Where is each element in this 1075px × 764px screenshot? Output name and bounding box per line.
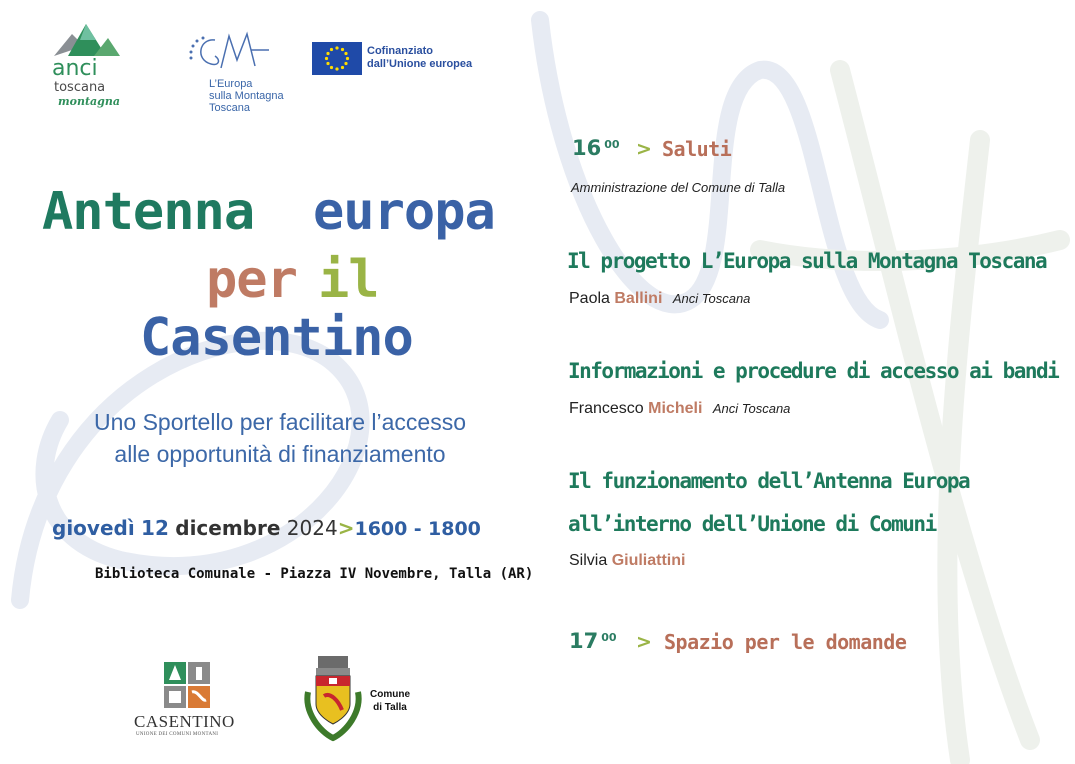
title-europa: europa bbox=[313, 182, 495, 242]
speaker-first: Francesco bbox=[569, 400, 644, 417]
date-weekday: giovedì bbox=[52, 516, 135, 540]
agenda-time-1-min: 00 bbox=[604, 138, 620, 151]
agenda-item3-speaker bbox=[569, 400, 790, 418]
agenda-item2-speaker bbox=[569, 290, 750, 308]
agenda-item4-speaker bbox=[569, 552, 685, 570]
eu-flag-icon bbox=[312, 42, 362, 75]
casentino-name: CASENTINO bbox=[134, 712, 235, 731]
speaker-first: Silvia bbox=[569, 552, 608, 569]
talla-line1: Comune bbox=[370, 689, 410, 700]
eu-line1: Cofinanziato bbox=[367, 45, 433, 57]
start-min: 00 bbox=[380, 518, 408, 540]
europa-line1: L’Europa bbox=[209, 78, 253, 90]
event-date: giovedì 12 dicembre $2024>16^{00} - 18^{00}$ bbox=[52, 516, 481, 540]
end-hour: 18 bbox=[427, 518, 455, 540]
agenda-item3-title: Informazioni e procedure di accesso ai bandi bbox=[568, 359, 1059, 383]
subtitle bbox=[20, 406, 540, 470]
anci-toscana-logo bbox=[50, 22, 122, 114]
start-hour: 16 bbox=[354, 518, 381, 540]
agenda-item1-title: Saluti bbox=[662, 137, 732, 161]
eu-cofinanced-logo bbox=[312, 42, 482, 76]
title-casentino: Casentino bbox=[140, 308, 413, 368]
casentino-logo bbox=[132, 660, 240, 742]
agenda-item4-title-line1: Il funzionamento dell’Antenna Europa bbox=[568, 469, 970, 493]
agenda-item2-title: Il progetto L’Europa sulla Montagna Toscana bbox=[567, 249, 1047, 273]
europa-montagna-logo bbox=[185, 30, 305, 120]
agenda-item5-title: Spazio per le domande bbox=[664, 630, 907, 654]
casentino-sub: UNIONE DEI COMUNI MONTANI bbox=[136, 732, 219, 737]
agenda-time-5-hour: 17 bbox=[569, 629, 599, 653]
speaker-org: Anci Toscana bbox=[712, 401, 791, 416]
europa-line2: sulla Montagna bbox=[209, 90, 284, 102]
title-il: il bbox=[318, 250, 379, 310]
agenda-item4-title-line2: all’interno dell’Unione di Comuni bbox=[568, 512, 936, 536]
agenda-time-1-hour: 16 bbox=[572, 136, 602, 160]
anci-region: toscana bbox=[54, 80, 106, 95]
casentino-emblem-icon bbox=[164, 662, 210, 710]
comune-talla-logo bbox=[300, 652, 420, 742]
agenda-time-5-min: 00 bbox=[601, 631, 617, 644]
talla-coat-of-arms-icon bbox=[300, 652, 366, 742]
subtitle-line1: Uno Sportello per facilitare l’accesso bbox=[93, 409, 466, 435]
agenda-time-1 bbox=[572, 136, 620, 160]
title-per: per bbox=[206, 250, 297, 310]
europa-line3: Toscana bbox=[209, 102, 250, 114]
date-day: 12 bbox=[141, 516, 169, 540]
anci-tagline: montagna bbox=[58, 95, 120, 108]
agenda-arrow-5: > bbox=[636, 631, 652, 653]
date-arrow: > bbox=[337, 516, 355, 540]
speaker-first: Paola bbox=[569, 290, 610, 307]
speaker-last: Giuliattini bbox=[611, 552, 686, 569]
title-antenna: Antenna bbox=[42, 182, 255, 242]
anci-word: anci bbox=[52, 56, 98, 81]
speaker-org: Anci Toscana bbox=[672, 291, 751, 306]
speaker-last: Ballini bbox=[614, 290, 663, 307]
date-year: 2024 bbox=[286, 516, 338, 540]
speaker-last: Micheli bbox=[648, 400, 703, 417]
venue: Biblioteca Comunale - Piazza IV Novembre, Talla (AR) bbox=[95, 566, 534, 582]
agenda-time-5 bbox=[569, 629, 617, 653]
agenda-arrow-1: > bbox=[636, 138, 652, 160]
talla-line2: di Talla bbox=[373, 702, 407, 713]
agenda-item1-note: Amministrazione del Comune di Talla bbox=[571, 180, 786, 195]
em-monogram-icon bbox=[185, 30, 275, 80]
subtitle-line2: alle opportunità di finanziamento bbox=[114, 441, 446, 467]
end-min: 00 bbox=[454, 518, 481, 540]
date-month: dicembre bbox=[175, 516, 281, 540]
eu-line2: dall’Unione europea bbox=[367, 58, 473, 70]
